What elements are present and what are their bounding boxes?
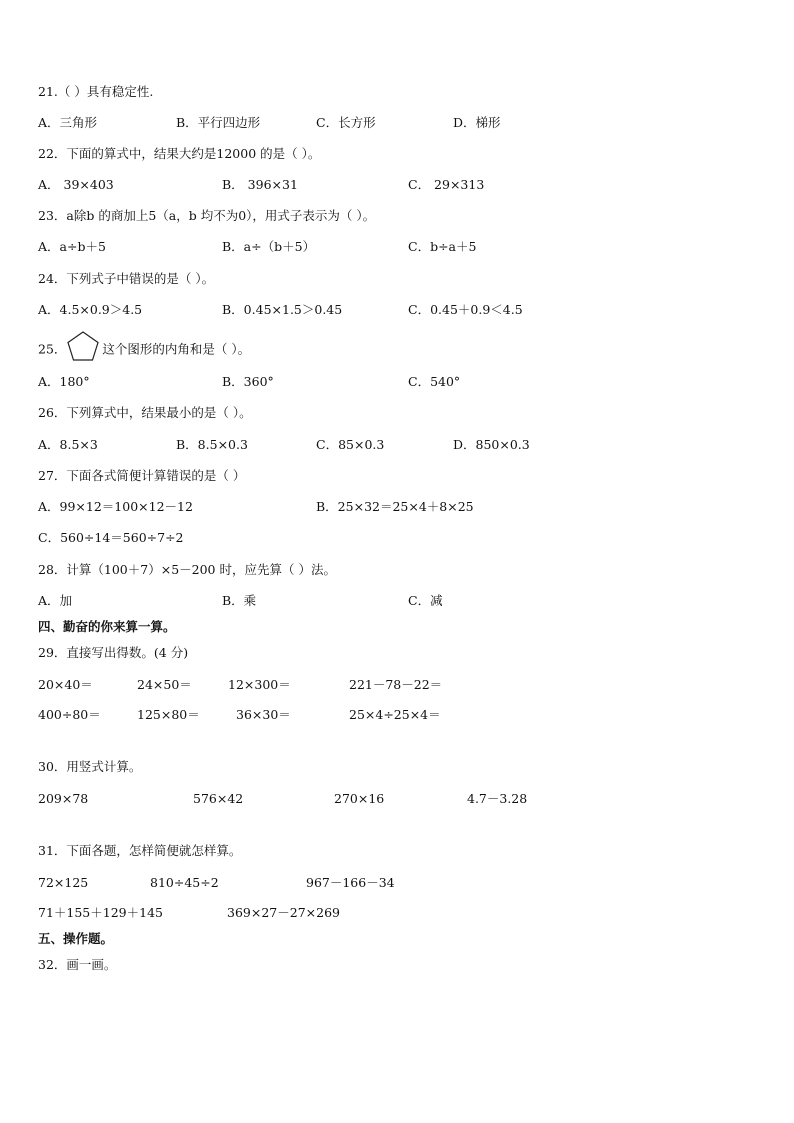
question-31-stem: 31．下面各题，怎样简便就怎样算。 — [38, 843, 242, 858]
q21-option-a: A．三角形 — [38, 115, 98, 130]
q26-option-a: A．8.5×3 — [38, 437, 98, 452]
q27-option-b: B．25×32＝25×4＋8×25 — [316, 499, 474, 514]
question-27-stem: 27．下面各式简便计算错误的是（ ） — [38, 468, 246, 483]
q22-option-a: A． 39×403 — [38, 177, 114, 192]
question-25-number: 25． — [38, 341, 67, 357]
q21-option-b: B．平行四边形 — [176, 115, 261, 130]
q27-option-c: C．560÷14＝560÷7÷2 — [38, 530, 184, 545]
question-23-stem: 23．a除b 的商加上5（a，b 均不为0），用式子表示为（ ）。 — [38, 208, 376, 223]
pentagon-icon — [66, 330, 100, 362]
q26-option-c: C．85×0.3 — [316, 437, 385, 452]
q29-item: 400÷80＝ — [38, 707, 101, 722]
question-24-stem: 24．下列式子中错误的是（ ）。 — [38, 271, 215, 286]
q30-item: 209×78 — [38, 791, 89, 806]
q31-item: 967－166－34 — [306, 875, 395, 890]
q29-item: 36×30＝ — [236, 707, 291, 722]
section-5-title: 五、操作题。 — [38, 931, 114, 946]
q29-item: 20×40＝ — [38, 677, 93, 692]
q28-option-b: B．乘 — [222, 593, 257, 608]
question-32-stem: 32．画一画。 — [38, 957, 117, 972]
q30-item: 270×16 — [334, 791, 385, 806]
q26-option-b: B．8.5×0.3 — [176, 437, 248, 452]
q21-option-d: D．梯形 — [453, 115, 501, 130]
q21-option-c: C．长方形 — [316, 115, 376, 130]
question-25-stem: 这个图形的内角和是（ ）。 — [102, 341, 251, 357]
question-30-stem: 30．用竖式计算。 — [38, 759, 142, 774]
q29-item: 12×300＝ — [228, 677, 291, 692]
q22-option-b: B． 396×31 — [222, 177, 298, 192]
q29-item: 125×80＝ — [137, 707, 200, 722]
q23-option-c: C．b÷a＋5 — [408, 239, 477, 254]
question-28-stem: 28．计算（100＋7）×5－200 时，应先算（ ）法。 — [38, 562, 336, 577]
q25-option-c: C．540° — [408, 374, 461, 389]
q29-item: 24×50＝ — [137, 677, 192, 692]
section-4-title: 四、勤奋的你来算一算。 — [38, 619, 176, 634]
q25-option-b: B．360° — [222, 374, 274, 389]
q28-option-a: A．加 — [38, 593, 73, 608]
question-22-stem: 22．下面的算式中，结果大约是12000 的是（ ）。 — [38, 146, 321, 161]
q24-option-a: A．4.5×0.9＞4.5 — [38, 302, 143, 317]
q29-item: 221－78－22＝ — [349, 677, 443, 692]
question-26-stem: 26．下列算式中，结果最小的是（ ）。 — [38, 405, 252, 420]
q22-option-c: C． 29×313 — [408, 177, 485, 192]
question-29-stem: 29．直接写出得数。(4 分) — [38, 645, 189, 660]
q24-option-c: C．0.45＋0.9＜4.5 — [408, 302, 523, 317]
q23-option-a: A．a÷b＋5 — [38, 239, 106, 254]
q31-item: 72×125 — [38, 875, 89, 890]
q31-item: 71＋155＋129＋145 — [38, 905, 163, 920]
question-25-stem-line — [38, 338, 250, 362]
q28-option-c: C．减 — [408, 593, 443, 608]
q29-item: 25×4÷25×4＝ — [349, 707, 441, 722]
q24-option-b: B．0.45×1.5＞0.45 — [222, 302, 343, 317]
question-21-stem: 21.（ ）具有稳定性. — [38, 84, 154, 99]
q26-option-d: D．850×0.3 — [453, 437, 530, 452]
q27-option-a: A．99×12＝100×12－12 — [38, 499, 193, 514]
q31-item: 810÷45÷2 — [150, 875, 219, 890]
q23-option-b: B．a÷（b＋5） — [222, 239, 316, 254]
q31-item: 369×27－27×269 — [227, 905, 340, 920]
q30-item: 4.7－3.28 — [467, 791, 528, 806]
q30-item: 576×42 — [193, 791, 244, 806]
q25-option-a: A．180° — [38, 374, 90, 389]
